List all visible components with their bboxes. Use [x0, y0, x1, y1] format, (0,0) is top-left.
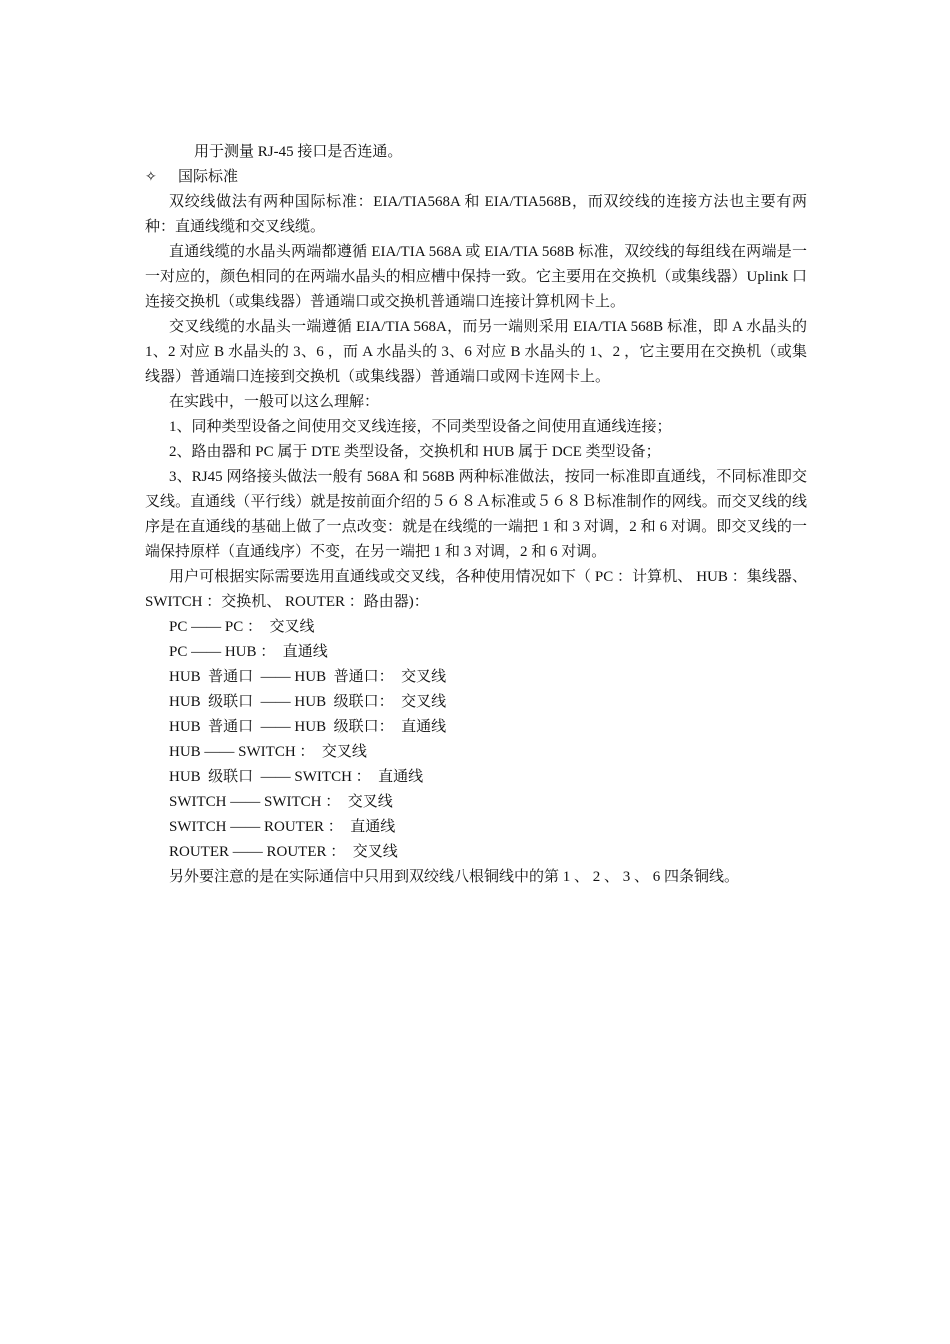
connection-item: PC —— HUB ： 直通线	[169, 644, 328, 660]
paragraph-straight-cable: 直通线缆的水晶头两端都遵循 EIA/TIA 568A 或 EIA/TIA 568B 标准，双绞线的每组线在两端是一一对应的，颜色相同的在两端水晶头的相应槽中保持一致。它主要用在交换机（或集线器）Uplink 口连接交换机（或集线器）普通端口或交换机普通端口连接计算机网卡上。	[145, 244, 807, 310]
paragraph-note: 另外要注意的是在实际通信中只用到双绞线八根铜线中的第 1 、 2 、 3 、 6 四条铜线。	[169, 869, 740, 885]
section-heading	[145, 165, 807, 190]
paragraph-rule-1: 1、同种类型设备之间使用交叉线连接，不同类型设备之间使用直通线连接；	[169, 419, 672, 435]
paragraph-crossover-cable: 交叉线缆的水晶头一端遵循 EIA/TIA 568A，而另一端则采用 EIA/TIA 568B 标准，即 A 水晶头的 1、2 对应 B 水晶头的 3、6 ，而 A 水晶头的 3、6 对应 B 水晶头的 1、2 ，它主要用在交换机（或集线器）普通端口连接到交换机（或集线器）普通端口或网卡连网卡上。	[145, 319, 807, 385]
connection-item: PC —— PC ： 交叉线	[169, 619, 315, 635]
connection-item: SWITCH —— SWITCH ： 交叉线	[169, 794, 393, 810]
paragraph-rule-3: 3、RJ45 网络接头做法一般有 568A 和 568B 两种标准做法，按同一标准即直通线，不同标准即交叉线。直通线（平行线）就是按前面介绍的５６８Ａ标准或５６８Ｂ标准制作的网线。而交叉线的线序是在直通线的基础上做了一点改变：就是在线缆的一端把 1 和 3 对调，2 和 6 对调。即交叉线的一端保持原样（直通线序）不变，在另一端把 1 和 3 对调，2 和 6 对调。	[145, 469, 807, 560]
paragraph-standards: 双绞线做法有两种国际标准：EIA/TIA568A 和 EIA/TIA568B，而双绞线的连接方法也主要有两种：直通线缆和交叉线缆。	[145, 194, 807, 235]
connection-item: HUB 级联口 —— SWITCH ： 直通线	[169, 769, 424, 785]
connection-item: HUB —— SWITCH ： 交叉线	[169, 744, 367, 760]
section-title: 国际标准	[178, 169, 239, 185]
connection-item: ROUTER —— ROUTER ： 交叉线	[169, 844, 398, 860]
paragraph-practice: 在实践中，一般可以这么理解：	[169, 394, 380, 410]
diamond-star-icon: ✧	[145, 169, 157, 185]
paragraph-usage: 用户可根据实际需要选用直通线或交叉线，各种使用情况如下（ PC ：计算机、 HUB ：集线器、 SWITCH ：交换机、 ROUTER ：路由器)：	[145, 569, 807, 610]
connection-item: HUB 普通口 —— HUB 级联口： 直通线	[169, 719, 447, 735]
connection-item: HUB 普通口 —— HUB 普通口： 交叉线	[169, 669, 447, 685]
connection-list	[145, 615, 807, 865]
rj45-test-line: 用于测量 RJ-45 接口是否连通。	[194, 144, 403, 160]
connection-item: HUB 级联口 —— HUB 级联口： 交叉线	[169, 694, 447, 710]
paragraph-rule-2: 2、路由器和 PC 属于 DTE 类型设备，交换机和 HUB 属于 DCE 类型设备；	[169, 444, 661, 460]
document-page	[145, 140, 807, 890]
connection-item: SWITCH —— ROUTER ： 直通线	[169, 819, 396, 835]
